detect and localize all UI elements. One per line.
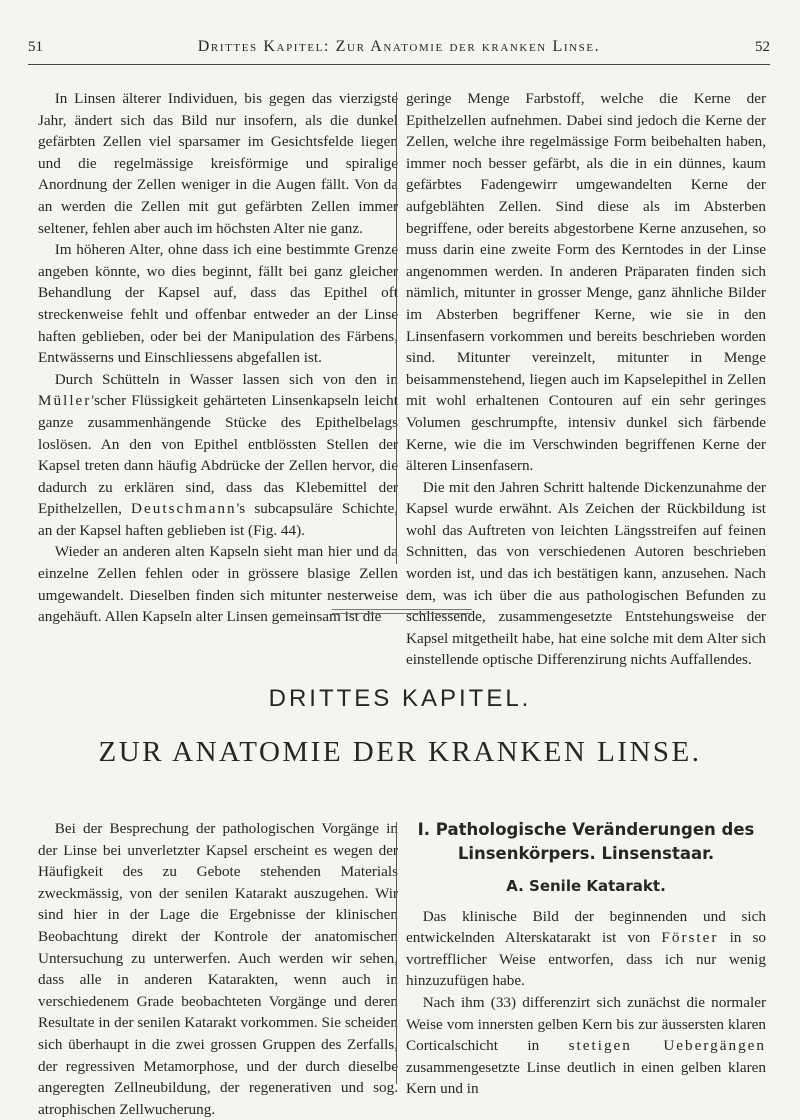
paragraph <box>38 369 398 542</box>
bottom-left-column <box>38 818 398 1120</box>
separator-rule <box>332 613 472 614</box>
text-run: in so vortrefflicher Weise entworfen, dass ich nur wenig hinzuzufügen habe. <box>406 929 767 990</box>
author-name: Deutschmann <box>131 500 237 518</box>
paragraph: In Linsen älterer Individuen, bis gegen das vierzigste Jahr, ändert sich das Bild nur insofern, als die dunkel gefärbten Zellen viel sparsamer im Gesichtsfelde liegen und die regelmässige kreisförmige und spiralige Anordnung der Zellen weniger in die Augen fällt. Von da an werden die Zellen mit gut gefärbten Zellen immer seltener, fehlen aber auch im höchsten Alter nie ganz. <box>38 90 398 237</box>
column-divider <box>396 92 397 564</box>
text-run: Durch Schütteln in Wasser lassen sich von den in <box>54 370 398 388</box>
author-name: Förster <box>661 929 719 947</box>
text-run: Das klinische Bild der beginnenden und sich entwickelnden Alterskatarakt ist von <box>406 907 766 947</box>
author-name: Müller <box>38 392 92 410</box>
header-rule <box>28 64 770 65</box>
paragraph: geringe Menge Farbstoff, welche die Kerne der Epithelzellen aufnehmen. Dabei sind jedoch die Kerne der Zellen, welche ihre regelmässige Form beibehalten haben, immer noch besser gefärbt, als die in ein dünnes, kaum gefärbtes Fadengewirr umgewandelten Kerne der aufgeblähten Zellen. Sind diese als im Absterben begriffene, oder bereits abgestorbene Kerne anzusehen, so muss darin eine zweite Form des Kerntodes in der Linse angenommen werden. In anderen Präparaten finden sich nämlich, mitunter in grosser Menge, ganz ähnliche Bilder im Absterben begriffener Kerne, wie sie in den Linsenfasern vorkommen und bereits beschrieben worden sind. Mitunter vereinzelt, mitunter in Menge beisammenstehend, liegen auch im Kapselepithel in Zellen mit wohl erhaltenen Contouren auf ein sehr geringes Volumen geschrumpfte, intensiv dunkel sich färbende Kerne, wie die im Verschwinden begriffenen Kerne der älteren Linsenfasern. <box>406 90 766 475</box>
bottom-right-column <box>406 818 766 1100</box>
paragraph: Bei der Besprechung der pathologischen Vorgänge in der Linse bei unverletzter Kapsel erscheint es wegen der Häufigkeit des zu Gebote stehenden Materials zweckmässig, von der senilen Katarakt auszugehen. Wir sind hier in der Lage die Ergebnisse der klinischen Beobachtung direkt der Kontrole der anatomischen Untersuchung zu unterwerfen. Auch werden wir sehen, dass alle in anderen Katarakten, wenn auch in verschiedenem Grade beobachteten Vorgänge und deren Resultate in der senilen Katarakt vorkommen. Sie scheiden sich überhaupt in die zwei grossen Gruppen des Zerfalls, der regressiven Metamorphose, und der durch dieselbe angeregten Zellneubildung, der regenerativen und sog. atrophischen Zellwucherung. <box>38 820 398 1118</box>
text-run: 's subcapsuläre Schichte, an der Kapsel haften geblieben ist (Fig. 44). <box>38 500 398 539</box>
paragraph <box>406 906 766 992</box>
chapter-label: DRITTES KAPITEL. <box>268 685 532 712</box>
paragraph: Die mit den Jahren Schritt haltende Dickenzunahme der Kapsel wurde erwähnt. Als Zeichen der Rückbildung ist wohl das Auftreten von leichten Längsstreifen auf feinen Schnitten, das von verschiedenen Autoren beschrieben worden ist, und das ich bestätigen kann, anzusehen. Nach dem, was ich über die aus pathologischen Befunden zu schliessende, zusammengesetzte Entstehungsweise der Kapsel mitgetheilt habe, hat eine solche mit dem Alter sich einstellende optische Differenzirung nichts Auffallendes. <box>406 478 766 669</box>
paragraph: Wieder an anderen alten Kapseln sieht man hier und da einzelne Zellen fehlen oder in grössere blasige Zellen umgewandelt. Dieselben finden sich mitunter nesterweise angehäuft. Allen Kapseln alter Linsen gemeinsam ist die <box>38 543 398 626</box>
text-run: Nach ihm (33) differenzirt sich zunächst die normaler Weise vom innersten gelben Kern bis zur äussersten klaren Corticalschicht in <box>406 993 766 1055</box>
text-run: 'scher Flüssigkeit gehärteten Linsenkapseln leicht ganze zusammenhängende Stücke des Epithelbelags loslösen. An den von Epithel entblössten Stellen der Kapsel treten dann häufig Abdrücke der Zellen hervor, die dadurch zu erklären sind, dass das Klebemittel der Epithelzellen, <box>38 392 398 518</box>
running-title: Drittes Kapitel: Zur Anatomie der kranken Linse. <box>197 38 601 55</box>
separator-rule <box>332 609 472 610</box>
paragraph: Im höheren Alter, ohne dass ich eine bestimmte Grenze angeben könnte, wo dies beginnt, fällt bei ganz gleicher Behandlung der Kapsel auf, dass das Epithel oft streckenweise fehlt und offenbar entweder an der Linse haften geblieben, oder bei der Manipulation des Färbens, Entwässerns und Einschliessens abgefallen ist. <box>38 241 398 367</box>
paragraph <box>406 992 766 1100</box>
top-left-column <box>38 88 398 628</box>
section-heading: I. Pathologische Veränderungen des Linsenkörpers. Linsenstaar. <box>417 820 755 863</box>
top-right-column <box>406 88 766 671</box>
page-number-left: 51 <box>28 39 43 55</box>
page-number-right: 52 <box>755 39 770 55</box>
text-run: zusammengesetzte Linse deutlich in einen gelben klaren Kern und in <box>406 1058 766 1098</box>
running-header <box>28 38 770 56</box>
column-divider <box>396 822 397 1084</box>
emphasis: stetigen Uebergängen <box>568 1037 766 1055</box>
chapter-title: ZUR ANATOMIE DER KRANKEN LINSE. <box>98 736 702 768</box>
sub-heading: A. Senile Katarakt. <box>506 877 666 895</box>
